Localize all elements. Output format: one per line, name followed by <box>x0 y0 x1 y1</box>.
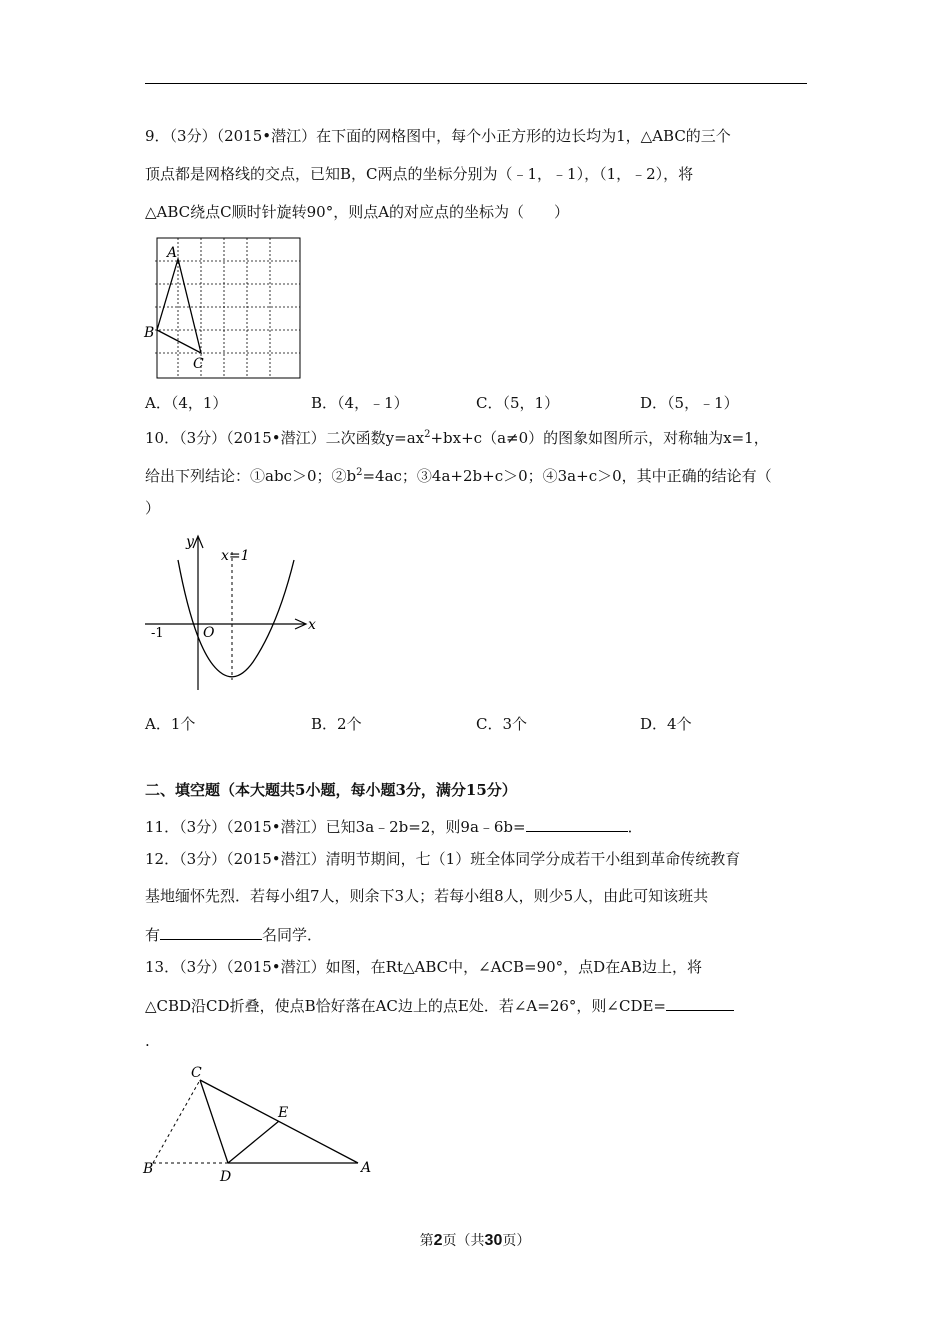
q13-label-d: D <box>220 1169 232 1185</box>
q13-line1: 13．（3分）（2015•潜江）如图，在Rt△ABC中，∠ACB=90°，点D在AB边上，将 <box>145 958 703 976</box>
q12-line3-a: 有 <box>145 926 161 944</box>
q10-line2 <box>145 463 772 486</box>
q10-line2-b: =4ac；③4a+2b+c＞0；④3a+c＞0，其中正确的结论有（ <box>362 467 772 485</box>
footer-pre: 第 <box>419 1233 434 1249</box>
q13-seg-bc <box>153 1080 200 1163</box>
q10-option-c[interactable]: C．3个 <box>476 715 528 733</box>
q9-line1: 9．（3分）（2015•潜江）在下面的网格图中，每个小正方形的边长均为1，△ABC的三个 <box>145 127 731 145</box>
q13-label-c: C <box>191 1065 202 1081</box>
q13-answer-blank[interactable] <box>666 994 734 1011</box>
footer-post: 页） <box>502 1233 531 1249</box>
q9-option-c[interactable]: C．（5，1） <box>476 394 560 412</box>
q9-option-a[interactable]: A．（4，1） <box>145 394 228 412</box>
q9-label-c: C <box>193 356 204 372</box>
q10-option-b[interactable]: B．2个 <box>311 715 362 733</box>
q9-grid-figure <box>143 233 308 383</box>
q11-end: ． <box>627 818 643 836</box>
q13-label-a: A <box>361 1160 372 1176</box>
section-2-title: 二、填空题（本大题共5小题，每小题3分，满分15分） <box>145 781 517 799</box>
page-footer <box>0 1230 950 1250</box>
q11-line <box>145 815 643 837</box>
q12-line2: 基地缅怀先烈．若每小组7人，则余下3人；若每小组8人，则少5人，由此可知该班共 <box>145 887 709 905</box>
q12-line3-b: 名同学． <box>262 926 323 944</box>
q9-option-b[interactable]: B．（4，﹣1） <box>311 394 409 412</box>
q13-seg-de <box>228 1121 279 1163</box>
q10-parabola <box>178 560 294 677</box>
q11-text: 11．（3分）（2015•潜江）已知3a﹣2b=2，则9a﹣6b= <box>145 818 526 836</box>
q10-line1-a: 10．（3分）（2015•潜江）二次函数y=ax <box>145 429 425 447</box>
footer-page-number: 2 <box>433 1232 443 1249</box>
q10-line1 <box>145 425 769 448</box>
q12-answer-blank[interactable] <box>160 923 262 940</box>
header-rule <box>145 83 807 84</box>
q10-label-neg1: -1 <box>151 626 164 641</box>
footer-mid: 页（共 <box>442 1233 485 1249</box>
q13-line2-text: △CBD沿CD折叠，使点B恰好落在AC边上的点E处．若∠A=26°，则∠CDE= <box>145 997 666 1015</box>
q9-triangle <box>157 259 201 353</box>
q9-label-a: A <box>167 245 178 261</box>
q10-option-a[interactable]: A．1个 <box>145 715 196 733</box>
q10-label-origin: O <box>203 625 215 641</box>
q10-line1-b: +bx+c（a≠0）的图象如图所示，对称轴为x=1， <box>430 429 769 447</box>
q10-parabola-figure <box>143 530 328 695</box>
q10-label-axis: x=1 <box>221 548 250 564</box>
q13-label-b: B <box>143 1161 154 1177</box>
q10-label-y: y <box>186 534 194 550</box>
q13-line2 <box>145 994 734 1016</box>
q13-label-e: E <box>278 1105 289 1121</box>
q10-line1-sup: 2 <box>424 429 431 440</box>
q10-line2-a: 给出下列结论：①abc＞0；②b <box>145 467 357 485</box>
q9-line3: △ABC绕点C顺时针旋转90°，则点A的对应点的坐标为（ ） <box>145 203 570 221</box>
q9-label-b: B <box>144 325 155 341</box>
q10-line2-sup: 2 <box>356 467 363 478</box>
q11-answer-blank[interactable] <box>526 815 628 832</box>
q12-line3 <box>145 923 322 945</box>
q9-option-d[interactable]: D．（5，﹣1） <box>640 394 739 412</box>
q13-line3: . <box>145 1032 150 1050</box>
q9-line2: 顶点都是网格线的交点，已知B，C两点的坐标分别为（﹣1，﹣1），（1，﹣2），将 <box>145 165 694 183</box>
q10-label-x: x <box>308 617 316 633</box>
q10-option-d[interactable]: D．4个 <box>640 715 692 733</box>
q12-line1: 12．（3分）（2015•潜江）清明节期间，七（1）班全体同学分成若干小组到革命传统教育 <box>145 850 741 868</box>
footer-total-pages: 30 <box>484 1232 503 1249</box>
q13-triangle-figure <box>143 1063 378 1188</box>
q10-line3: ） <box>145 499 161 517</box>
